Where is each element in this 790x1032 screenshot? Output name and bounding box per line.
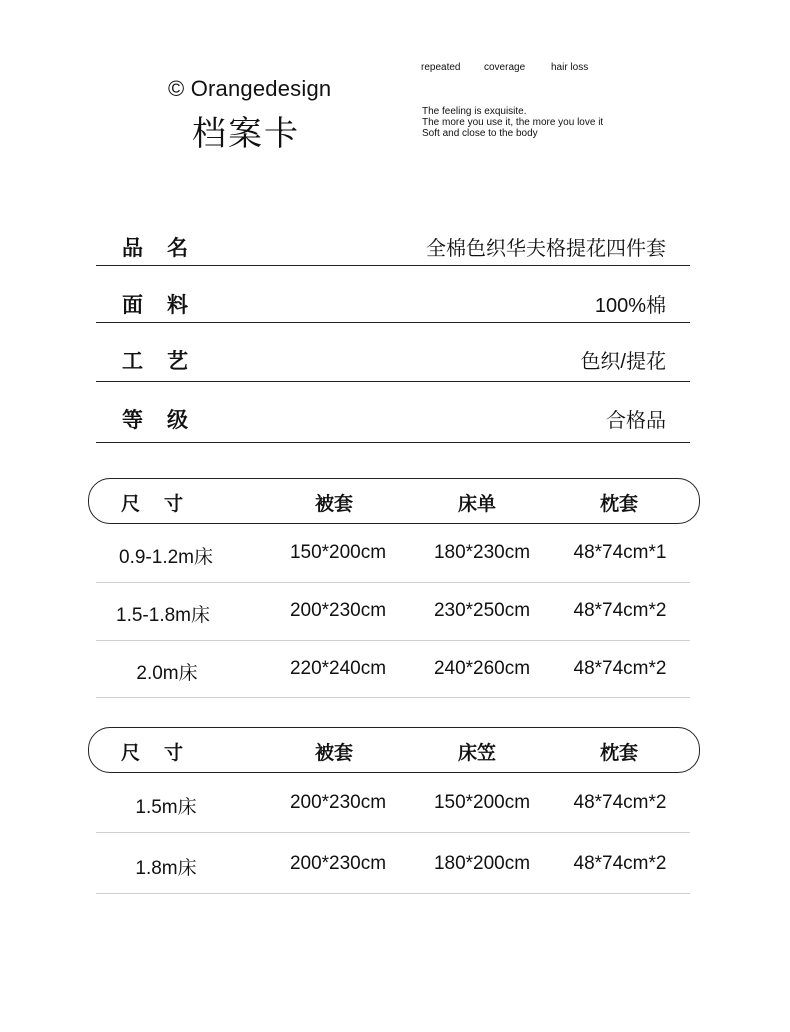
table-row (96, 833, 690, 894)
cell-size: 1.5-1.8m床 (116, 605, 210, 626)
cell-duvet: 200*230cm (289, 792, 387, 813)
header-sheet: 床单 (457, 494, 497, 515)
page-title: 档案卡 (192, 114, 300, 154)
header-duvet: 被套 (314, 494, 354, 515)
header-fitted-sheet: 床笠 (457, 743, 497, 764)
info-value: 色织/提花 (580, 351, 666, 373)
info-label: 面料 (122, 294, 212, 317)
cell-pillowcase: 48*74cm*2 (573, 792, 667, 813)
info-label: 品名 (122, 237, 212, 260)
brand: © Orangedesign (168, 76, 332, 101)
info-value: 100%棉 (594, 295, 666, 317)
slogan-line: The feeling is exquisite. (422, 106, 527, 117)
info-label: 工艺 (122, 350, 212, 373)
slogan-line: Soft and close to the body (422, 128, 538, 139)
cell-pillowcase: 48*74cm*2 (573, 600, 667, 621)
header-pillowcase: 枕套 (599, 743, 639, 764)
info-value: 合格品 (606, 410, 666, 432)
cell-duvet: 200*230cm (289, 853, 387, 874)
cell-sheet: 230*250cm (433, 600, 531, 621)
cell-pillowcase: 48*74cm*2 (573, 658, 667, 679)
cell-sheet: 240*260cm (433, 658, 531, 679)
cell-sheet: 180*230cm (433, 542, 531, 563)
header-pillowcase: 枕套 (599, 494, 639, 515)
cell-duvet: 150*200cm (289, 542, 387, 563)
table-row (96, 773, 690, 833)
info-value: 全棉色织华夫格提花四件套 (426, 238, 666, 260)
cell-size: 1.8m床 (135, 858, 197, 879)
info-label: 等级 (122, 409, 212, 432)
cell-size: 1.5m床 (135, 797, 197, 818)
slogan (422, 106, 603, 139)
cell-fitted-sheet: 150*200cm (433, 792, 531, 813)
slogan-line: The more you use it, the more you love it (422, 117, 604, 128)
info-row-craft (96, 323, 690, 382)
table-header (88, 727, 700, 773)
info-row-name (96, 222, 690, 266)
table-row (96, 641, 690, 698)
tag-hair-loss: hair loss (551, 62, 589, 73)
cell-duvet: 200*230cm (289, 600, 387, 621)
cell-pillowcase: 48*74cm*2 (573, 853, 667, 874)
cell-size: 0.9-1.2m床 (119, 547, 213, 568)
tag-coverage: coverage (484, 62, 526, 73)
header-size: 尺寸 (121, 494, 208, 515)
info-row-grade (96, 382, 690, 443)
info-row-fabric (96, 266, 690, 323)
cell-fitted-sheet: 180*200cm (433, 853, 531, 874)
cell-size: 2.0m床 (136, 663, 198, 684)
cell-pillowcase: 48*74cm*1 (573, 542, 667, 563)
header-size: 尺寸 (121, 743, 208, 764)
header-duvet: 被套 (314, 743, 354, 764)
cell-duvet: 220*240cm (289, 658, 387, 679)
table-header (88, 478, 700, 524)
table-row (96, 583, 690, 641)
tag-repeated: repeated (421, 62, 461, 73)
table-row (96, 524, 690, 583)
